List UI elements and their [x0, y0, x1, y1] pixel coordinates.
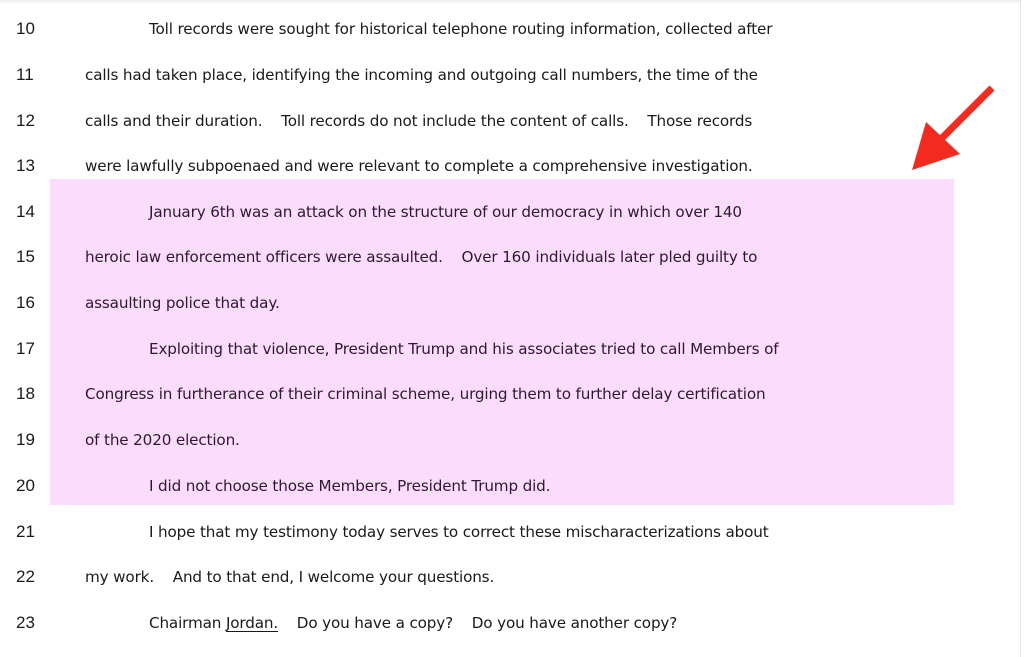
- red-arrow-icon: [900, 80, 1010, 180]
- transcript-line: [0, 63, 1000, 87]
- line-text: calls had taken place, identifying the incoming and outgoing call numbers, the time of the: [85, 66, 758, 84]
- line-number: 11: [16, 65, 34, 84]
- transcript-line-highlighted: [0, 291, 1000, 315]
- line-text: January 6th was an attack on the structure of our democracy in which over 140: [149, 203, 742, 221]
- line-number: 12: [16, 111, 35, 130]
- line-text: Congress in furtherance of their criminal scheme, urging them to further delay certification: [85, 385, 766, 403]
- line-number: 23: [16, 613, 35, 632]
- line-text: Exploiting that violence, President Trump and his associates tried to call Members of: [149, 340, 779, 358]
- transcript-line-highlighted: [0, 337, 1000, 361]
- line-number: 14: [16, 202, 35, 221]
- line-number: 19: [16, 430, 35, 449]
- transcript-line: [0, 17, 1000, 41]
- transcript-line-highlighted: [0, 474, 1000, 498]
- line-text: heroic law enforcement officers were assaulted. Over 160 individuals later pled guilty to: [85, 248, 758, 266]
- transcript-line-highlighted: [0, 382, 1000, 406]
- transcript-line: [0, 109, 1000, 133]
- speaker-prefix: Chairman: [149, 614, 226, 632]
- line-number: 16: [16, 293, 35, 312]
- line-text: my work. And to that end, I welcome your questions.: [85, 568, 495, 586]
- line-number: 21: [16, 522, 35, 541]
- transcript-line: [0, 520, 1000, 544]
- transcript-line-highlighted: [0, 245, 1000, 269]
- line-text: [149, 611, 677, 635]
- line-number: 18: [16, 384, 35, 403]
- line-number: 17: [16, 339, 35, 358]
- line-text: assaulting police that day.: [85, 294, 280, 312]
- transcript-line-highlighted: [0, 428, 1000, 452]
- line-number: 20: [16, 476, 35, 495]
- transcript-line-highlighted: [0, 200, 1000, 224]
- line-text: I hope that my testimony today serves to correct these mischaracterizations about: [149, 523, 769, 541]
- line-text: of the 2020 election.: [85, 431, 240, 449]
- transcript-line: [0, 154, 1000, 178]
- line-number: 22: [16, 567, 35, 586]
- line-text: I did not choose those Members, President Trump did.: [149, 477, 551, 495]
- transcript-line: [0, 611, 1000, 635]
- line-text: Toll records were sought for historical telephone routing information, collected after: [149, 20, 773, 38]
- speaker-text: Do you have a copy? Do you have another copy?: [278, 614, 678, 632]
- line-number: 13: [16, 156, 35, 175]
- line-number: 10: [16, 19, 35, 38]
- page-top-shadow: [0, 0, 1020, 4]
- transcript-line: [0, 565, 1000, 589]
- line-text: were lawfully subpoenaed and were relevant to complete a comprehensive investigation.: [85, 157, 753, 175]
- line-text: calls and their duration. Toll records do not include the content of calls. Those records: [85, 112, 753, 130]
- line-number: 15: [16, 247, 35, 266]
- speaker-name: Jordan.: [225, 614, 279, 632]
